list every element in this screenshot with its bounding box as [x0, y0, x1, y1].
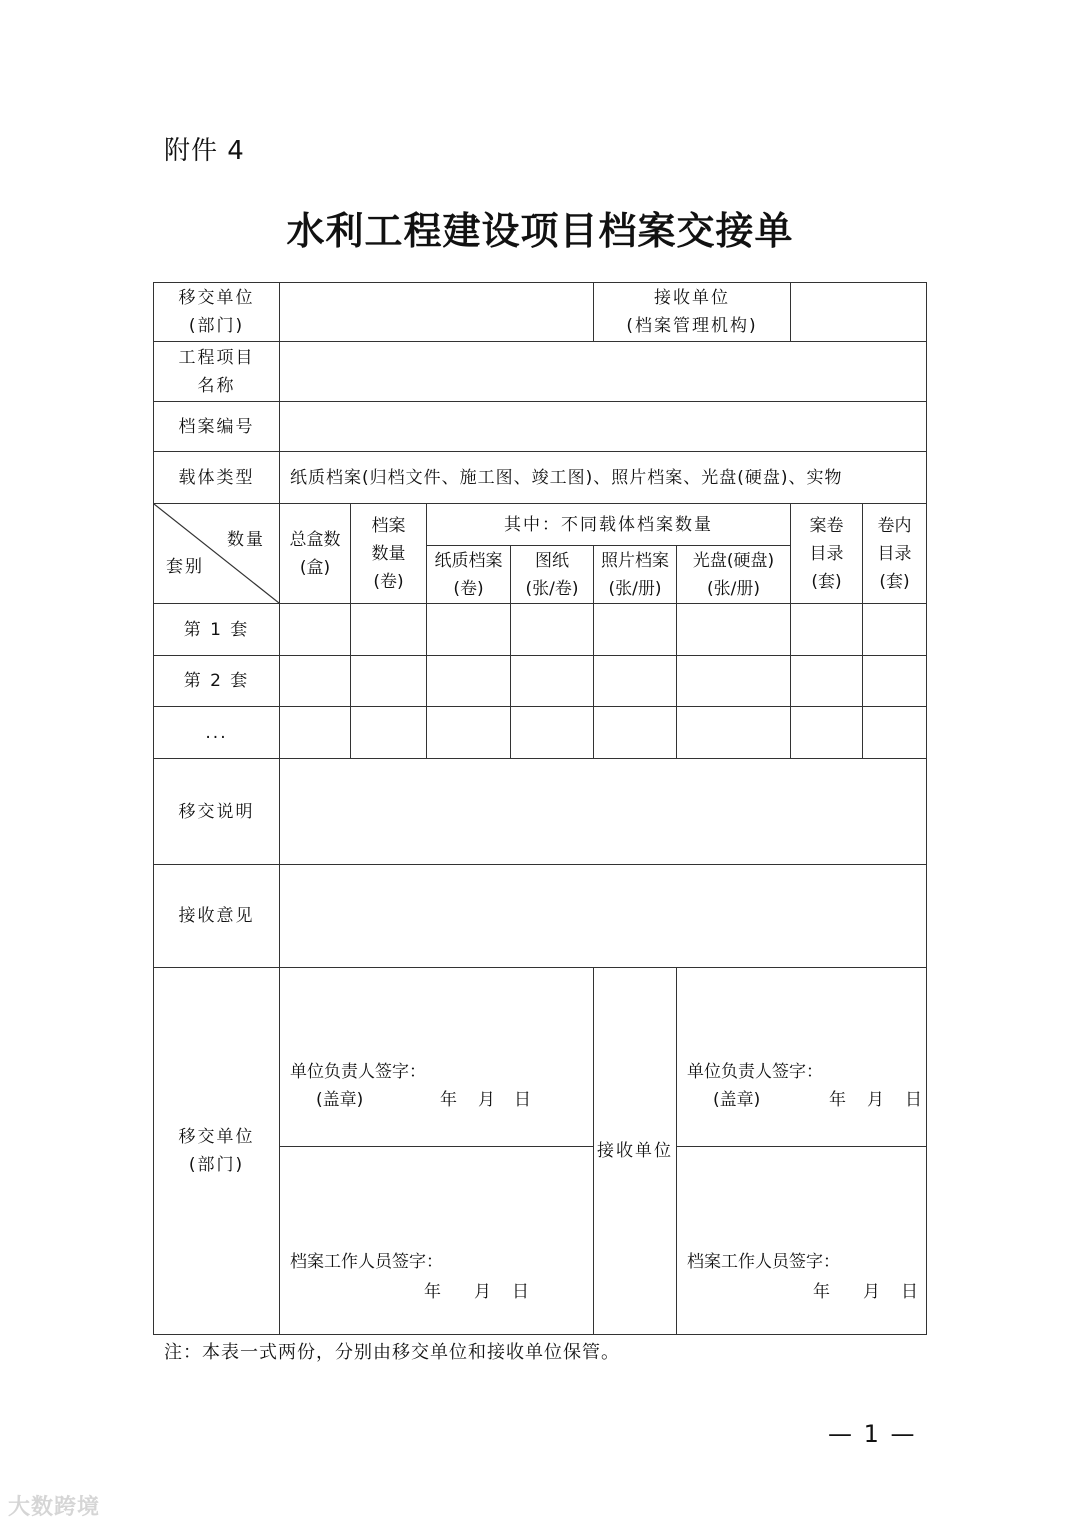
- day-label: 日: [512, 1282, 529, 1302]
- count-cell[interactable]: [351, 656, 427, 707]
- count-cell[interactable]: [594, 604, 677, 656]
- page-number: — 1 —: [828, 1420, 917, 1448]
- receive-opinion-field[interactable]: [280, 865, 927, 968]
- count-cell[interactable]: [351, 604, 427, 656]
- count-cell[interactable]: [511, 656, 594, 707]
- day-label: 日: [901, 1282, 918, 1302]
- day-label: 日: [905, 1090, 922, 1110]
- count-cell[interactable]: [863, 604, 927, 656]
- sign-transfer-unit-label: 移交单位 (部门): [154, 968, 280, 1335]
- archive-qty-header: 档案 数量 (卷): [351, 504, 427, 604]
- transfer-note-field[interactable]: [280, 759, 927, 865]
- month-label: 月: [863, 1282, 880, 1302]
- archive-number-label: 档案编号: [154, 402, 280, 452]
- receive-unit-field[interactable]: [791, 283, 927, 342]
- count-cell[interactable]: [427, 604, 511, 656]
- photo-header: 照片档案 (张/册): [594, 546, 677, 604]
- count-cell[interactable]: [511, 707, 594, 759]
- set-label: ...: [154, 707, 280, 759]
- project-name-label: 工程项目 名称: [154, 342, 280, 402]
- volume-catalog-header: 卷内 目录 (套): [863, 504, 927, 604]
- year-label: 年: [424, 1282, 441, 1302]
- footnote: 注：本表一式两份，分别由移交单位和接收单位保管。: [164, 1342, 620, 1363]
- count-cell[interactable]: [351, 707, 427, 759]
- project-name-field[interactable]: [280, 342, 927, 402]
- watermark-logo: 大数跨境: [8, 1495, 101, 1520]
- month-label: 月: [867, 1090, 884, 1110]
- year-label: 年: [813, 1282, 830, 1302]
- attachment-label: 附件 4: [164, 136, 245, 166]
- receive-unit-label: 接收单位 (档案管理机构): [594, 283, 791, 342]
- count-cell[interactable]: [677, 604, 791, 656]
- count-cell[interactable]: [427, 707, 511, 759]
- receive-staff-sign-cell[interactable]: [677, 1147, 927, 1335]
- transfer-unit-label: 移交单位 (部门): [154, 283, 280, 342]
- handover-form-table: [153, 282, 927, 1335]
- count-cell[interactable]: [427, 656, 511, 707]
- diagonal-header-cell: [154, 504, 280, 604]
- staff-sign-label: 档案工作人员签字：: [290, 1252, 443, 1272]
- leader-sign-label: 单位负责人签字：: [290, 1062, 426, 1082]
- year-label: 年: [829, 1090, 846, 1110]
- seal-label: (盖章): [713, 1090, 761, 1110]
- day-label: 日: [514, 1090, 531, 1110]
- count-cell[interactable]: [791, 707, 863, 759]
- set-label: 第 2 套: [154, 656, 280, 707]
- archive-number-field[interactable]: [280, 402, 927, 452]
- leader-sign-label: 单位负责人签字：: [687, 1062, 823, 1082]
- diag-quantity-label: 数量: [227, 530, 265, 550]
- year-label: 年: [440, 1090, 457, 1110]
- count-cell[interactable]: [280, 656, 351, 707]
- diag-set-label: 套别: [166, 557, 204, 577]
- month-label: 月: [474, 1282, 491, 1302]
- transfer-unit-field[interactable]: [280, 283, 594, 342]
- seal-label: (盖章): [316, 1090, 364, 1110]
- count-cell[interactable]: [677, 707, 791, 759]
- paper-header: 纸质档案 (卷): [427, 546, 511, 604]
- table-row: [154, 707, 927, 759]
- count-cell[interactable]: [511, 604, 594, 656]
- table-row: [154, 656, 927, 707]
- sign-receive-unit-label: 接收单位: [594, 968, 677, 1335]
- carrier-count-group-header: 其中：不同载体档案数量: [427, 504, 791, 546]
- carrier-type-label: 载体类型: [154, 452, 280, 504]
- count-cell[interactable]: [594, 656, 677, 707]
- count-cell[interactable]: [280, 707, 351, 759]
- transfer-note-label: 移交说明: [154, 759, 280, 865]
- count-cell[interactable]: [791, 604, 863, 656]
- month-label: 月: [478, 1090, 495, 1110]
- count-cell[interactable]: [791, 656, 863, 707]
- receive-opinion-label: 接收意见: [154, 865, 280, 968]
- staff-sign-label: 档案工作人员签字：: [687, 1252, 840, 1272]
- disc-header: 光盘(硬盘) (张/册): [677, 546, 791, 604]
- set-label: 第 1 套: [154, 604, 280, 656]
- page-title: 水利工程建设项目档案交接单: [286, 209, 794, 253]
- count-cell[interactable]: [280, 604, 351, 656]
- count-cell[interactable]: [863, 707, 927, 759]
- count-cell[interactable]: [863, 656, 927, 707]
- table-row: [154, 604, 927, 656]
- receive-leader-sign-cell[interactable]: [677, 968, 927, 1147]
- transfer-staff-sign-cell[interactable]: [280, 1147, 594, 1335]
- drawing-header: 图纸 (张/卷): [511, 546, 594, 604]
- count-cell[interactable]: [594, 707, 677, 759]
- case-catalog-header: 案卷 目录 (套): [791, 504, 863, 604]
- transfer-leader-sign-cell[interactable]: [280, 968, 594, 1147]
- count-cell[interactable]: [677, 656, 791, 707]
- carrier-type-value: 纸质档案(归档文件、施工图、竣工图)、照片档案、光盘(硬盘)、实物: [280, 452, 927, 504]
- total-boxes-header: 总盒数 (盒): [280, 504, 351, 604]
